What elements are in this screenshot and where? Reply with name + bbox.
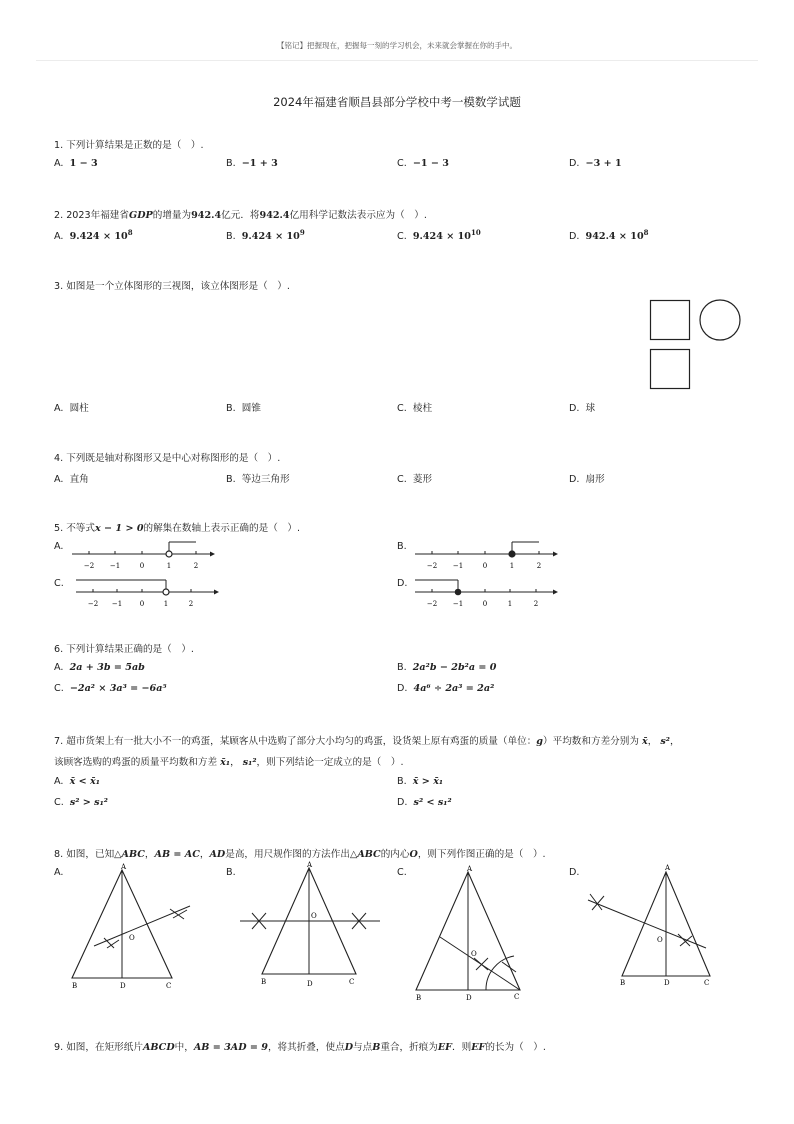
q8-figure-b[interactable] [236, 858, 384, 994]
q8-option-c-label[interactable]: C. [397, 867, 407, 878]
svg-text:−2: −2 [87, 600, 99, 608]
q2-option-c[interactable]: C. $9.424 \times 10^{10}$ [397, 228, 481, 243]
q2-option-a[interactable]: A. $9.424 \times 10^8$ [54, 228, 133, 243]
header-motto: 【铭记】把握现在，把握每一刻的学习机会，未来就会掌握在你的手中。 [277, 41, 517, 50]
svg-text:O: O [471, 950, 477, 958]
q2-stem: 2. 2023年福建省GDP的增量为942.4亿元．将942.4亿用科学记数法表示应为（ ）. [54, 210, 427, 221]
q3-stem: 3. 如图是一个立体图形的三视图，该立体图形是（ ）. [54, 281, 290, 292]
closed-point [509, 551, 515, 557]
q3-option-b[interactable]: B. 圆锥 [226, 403, 261, 414]
svg-text:D: D [466, 994, 472, 1002]
q5-stem: 5. 不等式x − 1 > 0的解集在数轴上表示正确的是（ ）. [54, 523, 301, 534]
q7-stem-line2: 该顾客选购的鸡蛋的质量平均数和方差 x̄₁， s₁²，则下列结论一定成立的是（ ）. [54, 757, 404, 768]
svg-text:2: 2 [536, 562, 542, 570]
svg-text:0: 0 [139, 600, 145, 608]
q9-stem: 9. 如图，在矩形纸片ABCD中，AB = 3AD = 9，将其折叠，使点D与点B重合，折痕为EF．则EF的长为（ ）. [54, 1042, 546, 1053]
svg-text:B: B [620, 979, 626, 987]
q7-option-b[interactable]: B. x̄ > x̄₁ [397, 776, 444, 787]
q8-figure-c[interactable] [408, 858, 538, 1004]
svg-text:−2: −2 [83, 562, 95, 570]
page-title: 2024年福建省顺昌县部分学校中考一模数学试题 [273, 95, 521, 109]
svg-text:O: O [311, 912, 317, 920]
q8-figure-a[interactable] [62, 858, 202, 994]
q4-option-a[interactable]: A. 直角 [54, 474, 89, 485]
q8-figure-d[interactable] [580, 858, 720, 994]
svg-text:−1: −1 [452, 562, 464, 570]
q1-option-c[interactable]: C. −1 − 3 [397, 158, 449, 169]
q7-option-a[interactable]: A. x̄ < x̄₁ [54, 776, 100, 787]
open-point [163, 589, 169, 595]
q6-option-b[interactable]: B. 2a²b − 2b²a = 0 [397, 662, 497, 673]
svg-text:2: 2 [533, 600, 539, 608]
svg-text:0: 0 [482, 562, 488, 570]
q2-option-b[interactable]: B. $9.424 \times 10^9$ [226, 228, 305, 243]
q4-option-b[interactable]: B. 等边三角形 [226, 474, 290, 485]
svg-text:C: C [166, 982, 172, 990]
svg-text:A: A [665, 864, 671, 872]
svg-text:O: O [129, 934, 135, 942]
svg-text:D: D [307, 980, 313, 988]
q5-option-b-label[interactable]: B. [397, 541, 407, 552]
svg-text:−1: −1 [452, 600, 464, 608]
q6-option-c[interactable]: C. −2a² × 3a³ = −6a⁵ [54, 683, 167, 694]
closed-point [455, 589, 461, 595]
svg-text:2: 2 [193, 562, 199, 570]
svg-text:B: B [416, 994, 422, 1002]
q4-option-c[interactable]: C. 菱形 [397, 474, 433, 485]
q1-stem: 1. 下列计算结果是正数的是（ ）. [54, 140, 204, 151]
q3-option-c[interactable]: C. 棱柱 [397, 403, 433, 414]
front-view-square [651, 301, 690, 340]
svg-text:A: A [121, 863, 127, 871]
q5-number-line-a[interactable] [66, 538, 216, 572]
q3-option-d[interactable]: D. 球 [569, 403, 596, 414]
svg-text:1: 1 [509, 562, 515, 570]
q8-option-a-label[interactable]: A. [54, 867, 64, 878]
svg-text:A: A [467, 865, 473, 873]
q6-stem: 6. 下列计算结果正确的是（ ）. [54, 644, 194, 655]
q8-option-b-label[interactable]: B. [226, 867, 236, 878]
svg-text:0: 0 [482, 600, 488, 608]
svg-text:−1: −1 [109, 562, 121, 570]
q1-option-d[interactable]: D. −3 + 1 [569, 158, 622, 169]
top-view-square [651, 350, 690, 389]
q7-option-c[interactable]: C. s² > s₁² [54, 797, 108, 808]
q1-option-a[interactable]: A. 1 − 3 [54, 158, 98, 169]
svg-text:C: C [514, 993, 520, 1001]
q4-option-d[interactable]: D. 扇形 [569, 474, 605, 485]
q2-option-d[interactable]: D. $942.4 \times 10^8$ [569, 228, 649, 243]
svg-text:2: 2 [188, 600, 194, 608]
q5-option-c-label[interactable]: C. [54, 578, 64, 589]
q5-number-line-c[interactable] [70, 576, 220, 610]
svg-text:O: O [657, 936, 663, 944]
q5-option-a-label[interactable]: A. [54, 541, 64, 552]
svg-text:B: B [72, 982, 78, 990]
svg-text:1: 1 [507, 600, 513, 608]
header-divider [36, 60, 758, 61]
svg-text:B: B [261, 978, 267, 986]
svg-text:D: D [664, 979, 670, 987]
svg-text:−2: −2 [426, 600, 438, 608]
open-point [166, 551, 172, 557]
svg-text:−2: −2 [426, 562, 438, 570]
svg-text:1: 1 [166, 562, 172, 570]
q7-stem-line1: 7. 超市货架上有一批大小不一的鸡蛋，某顾客从中选购了部分大小均匀的鸡蛋，设货架上原有鸡蛋的质量（单位：g）平均数和方差分别为 x̄， s²， [54, 736, 680, 747]
three-view-figure [646, 296, 746, 396]
q6-option-d[interactable]: D. 4a⁶ ÷ 2a³ = 2a² [397, 683, 495, 694]
q8-stem: 8. 如图，已知△ABC，AB = AC，AD是高，用尺规作图的方法作出△ABC的内心O，则下列作图正确的是（ ）. [54, 849, 546, 860]
q5-number-line-b[interactable] [409, 538, 559, 572]
svg-text:C: C [704, 979, 710, 987]
q5-option-d-label[interactable]: D. [397, 578, 408, 589]
q6-option-a[interactable]: A. 2a + 3b = 5ab [54, 662, 145, 673]
svg-text:A: A [307, 861, 313, 869]
q1-option-b[interactable]: B. −1 + 3 [226, 158, 278, 169]
svg-text:D: D [120, 982, 126, 990]
svg-text:−1: −1 [111, 600, 123, 608]
svg-text:0: 0 [139, 562, 145, 570]
q8-option-d-label[interactable]: D. [569, 867, 580, 878]
q7-option-d[interactable]: D. s² < s₁² [397, 797, 452, 808]
svg-text:1: 1 [163, 600, 169, 608]
q4-stem: 4. 下列既是轴对称图形又是中心对称图形的是（ ）. [54, 453, 281, 464]
q5-number-line-d[interactable] [409, 576, 559, 610]
svg-text:C: C [349, 978, 355, 986]
q3-option-a[interactable]: A. 圆柱 [54, 403, 89, 414]
side-view-circle [700, 300, 740, 340]
